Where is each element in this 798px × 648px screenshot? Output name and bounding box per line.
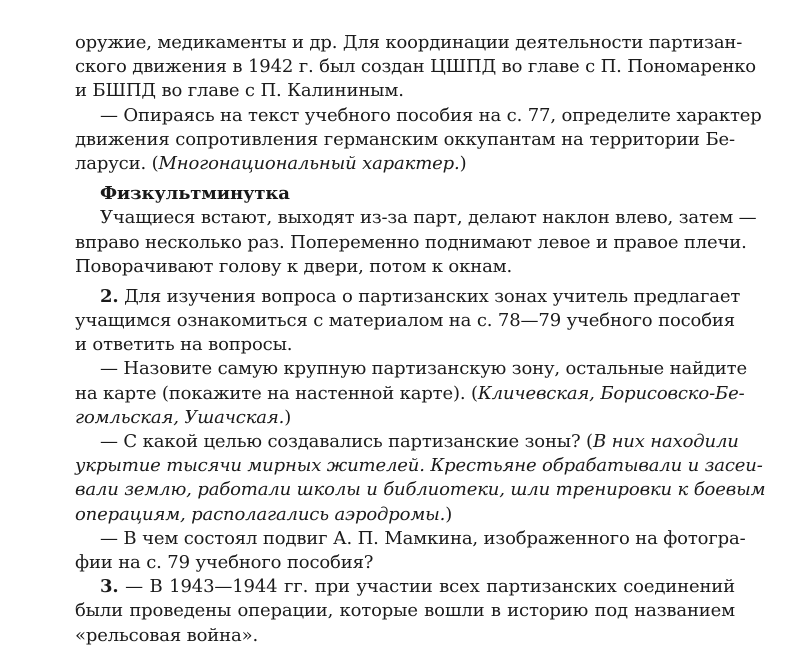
answer-line: [75, 503, 735, 527]
text-line: Учащиеся встают, выходят из-за парт, делают наклон влево, затем —: [100, 207, 757, 229]
question-text: ): [445, 503, 453, 525]
text-line: учащимся ознакомиться с материалом на с. 78—79 учебного пособия: [75, 310, 735, 332]
answer-text: Многонациональный характер.: [158, 152, 460, 174]
text-line: и БШПД во главе с П. Калининым.: [75, 80, 404, 102]
section-text: Для изучения вопроса о партизанских зонах учитель предлагает: [118, 285, 741, 307]
answer-text: Кличевская, Борисовско-Бе-: [477, 382, 745, 404]
question-line: — В чем состоял подвиг А. П. Мамкина, изображенного на фотогра-: [100, 527, 746, 549]
answer-text: В них находили: [592, 431, 739, 452]
text-line: были проведены операции, которые вошли в историю под названием: [75, 600, 735, 622]
section-line: [75, 285, 741, 309]
question-text: ): [459, 152, 467, 174]
question-line: [75, 406, 735, 430]
question-text: ларуси. (: [75, 152, 159, 174]
section-line: [75, 575, 735, 599]
text-line: Поворачивают голову к двери, потом к окнам.: [75, 255, 513, 277]
question-line: движения сопротивления германским оккупантам на территории Бе-: [75, 128, 735, 150]
question-text: ): [284, 406, 292, 428]
question-text: на карте (покажите на настенной карте). (: [75, 382, 478, 404]
section-heading: Физкультминутка: [100, 183, 290, 205]
question-line: фии на с. 79 учебного пособия?: [75, 551, 374, 573]
answer-line: вали землю, работали школы и библиотеки, шли тренировки к боевым: [75, 479, 766, 501]
question-line: [75, 152, 735, 176]
question-text: — С какой целью создавались партизанские зоны? (: [100, 431, 593, 452]
text-line: вправо несколько раз. Попеременно поднимают левое и правое плечи.: [75, 231, 747, 253]
section-number: 3.: [100, 576, 119, 598]
text-line: оружие, медикаменты и др. Для координации деятельности партизан-: [75, 32, 743, 53]
text-line: «рельсовая война».: [75, 624, 259, 646]
question-line: — Назовите самую крупную партизанскую зону, остальные найдите: [100, 358, 747, 380]
question-line: — Опираясь на текст учебного пособия на с. 77, определите характер: [100, 104, 762, 126]
question-line: [75, 382, 745, 406]
section-number: 2.: [100, 285, 119, 307]
answer-text: операциям, располагались аэродромы.: [75, 503, 446, 525]
text-line: ского движения в 1942 г. был создан ЦШПД во главе с П. Пономаренко: [75, 56, 756, 78]
question-line: [75, 430, 739, 454]
section-text: — В 1943—1944 гг. при участии всех партизанских соединений: [118, 576, 735, 598]
answer-text: гомльская, Ушачская.: [75, 406, 285, 428]
answer-line: укрытие тысячи мирных жителей. Крестьяне обрабатывали и засеи-: [75, 455, 763, 477]
document-page: [75, 31, 766, 648]
text-line: и ответить на вопросы.: [75, 334, 293, 356]
